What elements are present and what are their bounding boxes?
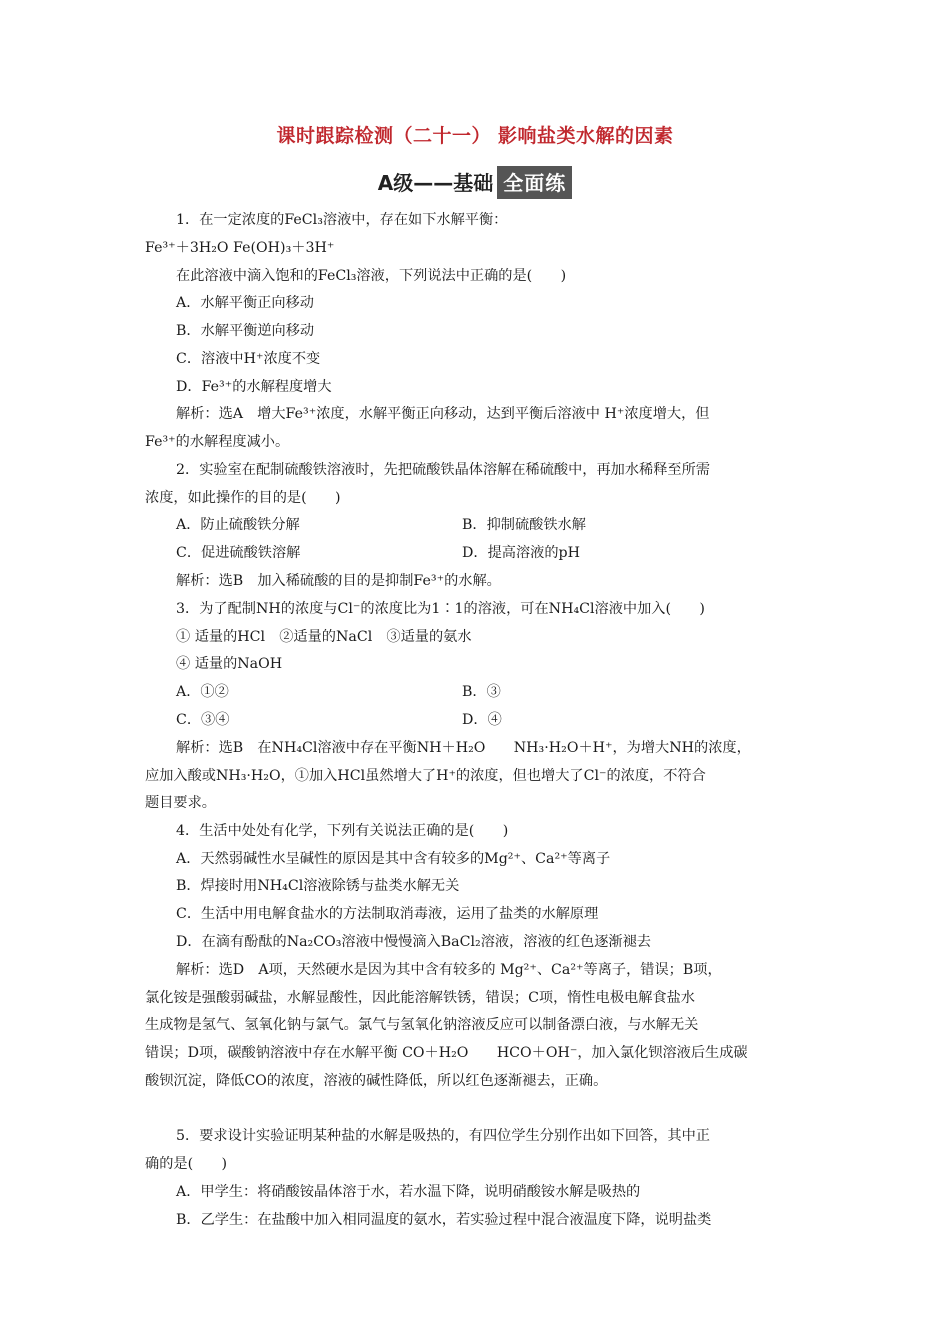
q2-stem-line1: 2．实验室在配制硫酸铁溶液时，先把硫酸铁晶体溶解在稀硫酸中，再加水稀释至所需 [176, 462, 710, 478]
q2-option-d: D．提高溶液的pH [462, 545, 580, 561]
q3-option-c: C．③④ [176, 712, 230, 728]
page-title: 课时跟踪检测（二十一） 影响盐类水解的因素 [276, 125, 674, 147]
q4-analysis-line1: 解析：选D A项，天然硬水是因为其中含有较多的 Mg²⁺、Ca²⁺等离子，错误；B项， [176, 962, 722, 978]
q1-option-d: D．Fe³⁺的水解程度增大 [176, 379, 332, 395]
q2-option-b: B．抑制硫酸铁水解 [462, 517, 586, 533]
q3-items-line1: ① 适量的HCl ②适量的NaCl ③适量的氨水 [176, 629, 472, 645]
q4-analysis-line4: 错误；D项，碳酸钠溶液中存在水解平衡 CO＋H₂O HCO＋OH⁻，加入氯化钡溶液后生成碳 [145, 1045, 748, 1061]
q4-analysis-line2: 氯化铵是强酸弱碱盐，水解显酸性，因此能溶解铁锈，错误；C项，惰性电极电解食盐水 [145, 990, 695, 1006]
q5-option-a: A．甲学生：将硝酸铵晶体溶于水，若水温下降，说明硝酸铵水解是吸热的 [176, 1184, 641, 1200]
q4-option-d: D．在滴有酚酞的Na₂CO₃溶液中慢慢滴入BaCl₂溶液，溶液的红色逐渐褪去 [176, 934, 651, 950]
q1-option-b: B．水解平衡逆向移动 [176, 323, 315, 339]
q5-stem-line1: 5．要求设计实验证明某种盐的水解是吸热的，有四位学生分别作出如下回答，其中正 [176, 1128, 710, 1144]
q1-analysis-line2: Fe³⁺的水解程度减小。 [145, 434, 290, 450]
q4-analysis-line3: 生成物是氢气、氢氧化钠与氯气。氯气与氢氧化钠溶液反应可以制备漂白液，与水解无关 [145, 1017, 699, 1033]
q3-option-b: B．③ [462, 684, 501, 700]
q3-option-a: A．①② [176, 684, 229, 700]
q2-stem-line2: 浓度，如此操作的目的是( ) [145, 490, 341, 506]
q3-option-d: D．④ [462, 712, 502, 728]
q4-option-a: A．天然弱碱性水呈碱性的原因是其中含有较多的Mg²⁺、Ca²⁺等离子 [176, 851, 611, 867]
q1-stem: 1．在一定浓度的FeCl₃溶液中，存在如下水解平衡： [176, 212, 508, 228]
q4-stem: 4．生活中处处有化学，下列有关说法正确的是( ) [176, 823, 509, 839]
q1-analysis-line1: 解析：选A 增大Fe³⁺浓度，水解平衡正向移动，达到平衡后溶液中 H⁺浓度增大，但 [176, 406, 710, 422]
q4-analysis-line5: 酸钡沉淀，降低CO的浓度，溶液的碱性降低，所以红色逐渐褪去，正确。 [145, 1073, 608, 1089]
q4-option-c: C．生活中用电解食盐水的方法制取消毒液，运用了盐类的水解原理 [176, 906, 599, 922]
q5-option-b: B．乙学生：在盐酸中加入相同温度的氨水，若实验过程中混合液温度下降，说明盐类 [176, 1212, 712, 1228]
q3-analysis-line3: 题目要求。 [145, 795, 216, 811]
q5-stem-line2: 确的是( ) [145, 1156, 228, 1172]
q1-option-a: A．水解平衡正向移动 [176, 295, 314, 311]
q3-items-line2: ④ 适量的NaOH [176, 656, 283, 672]
level-badge: 全面练 [497, 166, 572, 199]
q4-option-b: B．焊接时用NH₄Cl溶液除锈与盐类水解无关 [176, 878, 460, 894]
q1-option-c: C．溶液中H⁺浓度不变 [176, 351, 321, 367]
level-heading [0, 166, 950, 199]
q1-equation: Fe³⁺＋3H₂O Fe(OH)₃＋3H⁺ [145, 240, 335, 256]
q3-analysis-line1: 解析：选B 在NH₄Cl溶液中存在平衡NH＋H₂O NH₃·H₂O＋H⁺，为增大NH的浓度， [176, 740, 751, 756]
q2-option-a: A．防止硫酸铁分解 [176, 517, 300, 533]
q1-ask: 在此溶液中滴入饱和的FeCl₃溶液，下列说法中正确的是( ) [176, 268, 567, 284]
q3-stem: 3．为了配制NH的浓度与Cl⁻的浓度比为1∶1的溶液，可在NH₄Cl溶液中加入( ) [176, 601, 705, 617]
q3-analysis-line2: 应加入酸或NH₃·H₂O，①加入HCl虽然增大了H⁺的浓度，但也增大了Cl⁻的浓度，不符合 [145, 768, 706, 784]
level-label: A级——基础 [377, 171, 494, 195]
q2-analysis: 解析：选B 加入稀硫酸的目的是抑制Fe³⁺的水解。 [176, 573, 501, 589]
q2-option-c: C．促进硫酸铁溶解 [176, 545, 301, 561]
